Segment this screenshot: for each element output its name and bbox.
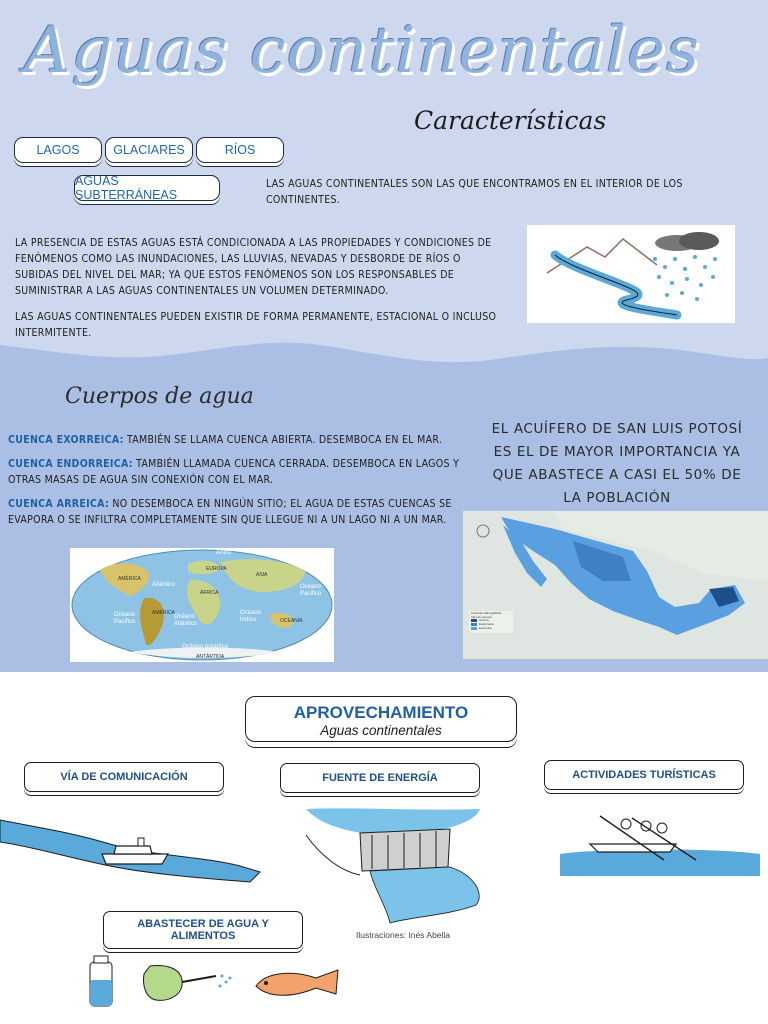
mountain-rain-icon — [527, 225, 735, 323]
rain-mountain-illustration — [527, 225, 735, 323]
world-label: Océano Antártico — [182, 644, 229, 650]
water-food-icons — [86, 950, 356, 1010]
tag-lagos: LAGOS — [14, 137, 102, 163]
basin-desc: NO DESEMBOCA EN NINGÚN SITIO; EL AGUA DE ESTAS CUENCAS SE EVAPORA O SE INFILTRA COMPLETAMENTE SIN QUE LLEGUE NI A UN LAGO NI A UN MAR. — [8, 498, 452, 526]
tag-aguas-subterraneas: AGUAS SUBTERRÁNEAS — [74, 175, 220, 201]
world-label: ANTÁRTIDA — [196, 654, 225, 660]
basin-desc: TAMBIÉN LLAMADA CUENCA CERRADA. DESEMBOCA EN LAGOS Y OTRAS MASAS DE AGUA SIN CONEXIÓN CON EL MAR. — [8, 458, 460, 486]
world-label: Ártico — [216, 550, 232, 556]
world-label: Atlántico — [152, 582, 176, 588]
section-subtitle: Aguas continentales — [320, 723, 442, 738]
world-label: AMÉRICA — [118, 576, 141, 582]
map-legend-item: Arreica — [479, 618, 489, 622]
use-abastecer: ABASTECER DE AGUA Y ALIMENTOS — [103, 911, 303, 949]
map-legend-title: Cuencas Hidrográficas — [471, 611, 502, 615]
tag-rios: RÍOS — [196, 137, 284, 163]
aquifer-text: EL ACUÍFERO DE SAN LUIS POTOSÍ ES EL DE MAYOR IMPORTANCIA YA QUE ABASTECE A CASI EL 50% DE LA POBLACIÓN — [491, 421, 743, 506]
bodies-of-water-title: Cuerpos de agua — [65, 384, 254, 409]
paragraph-presence: LA PRESENCIA DE ESTAS AGUAS ESTÁ CONDICIONADA A LAS PROPIEDADES Y CONDICIONES DE FENÓMENOS COMO LAS INUNDACIONES, LAS LLUVIAS, NEVADAS Y DESBORDE DE RÍOS O SUBIDAS DEL NIVEL DEL MAR; YA QUE ESTOS FENÓMENOS SON LOS RESPONSABLES DE SUMINISTRAR A LAS AGUAS CONTINENTALES UN VOLUMEN DETERMINADO. — [15, 237, 492, 297]
world-label: Océano Índico — [240, 610, 262, 623]
page-subtitle: Características — [414, 106, 607, 135]
use-fuente-energia: FUENTE DE ENERGÍA — [280, 763, 480, 793]
section-title: APROVECHAMIENTO — [293, 703, 469, 722]
basin-term: CUENCA EXORREICA: — [8, 434, 124, 446]
basin-exorreica — [8, 432, 463, 448]
basin-arreica — [8, 496, 463, 528]
basin-endorreica — [8, 456, 463, 488]
page-title: Aguas continentales — [24, 14, 700, 88]
map-legend-subtitle: Tipo de cuenca — [471, 615, 492, 619]
world-label: ÁFRICA — [200, 590, 219, 596]
use-via-comunicacion: VÍA DE COMUNICACIÓN — [24, 762, 224, 792]
world-label: AMÉRICA — [152, 610, 175, 616]
tag-glaciares: GLACIARES — [105, 137, 193, 163]
basin-term: CUENCA ARREICA: — [8, 498, 110, 510]
use-actividades-turisticas: ACTIVIDADES TURÍSTICAS — [544, 760, 744, 790]
world-label: EUROPA — [206, 566, 227, 572]
world-label: Océano Pacífico — [300, 584, 322, 597]
kayak-tourism-icon — [560, 810, 760, 880]
mexico-map-icon — [463, 511, 768, 659]
mexico-basins-map — [463, 511, 768, 659]
basin-desc: TAMBIÉN SE LLAMA CUENCA ABIERTA. DESEMBOCA EN EL MAR. — [123, 434, 443, 446]
aprovechamiento-banner — [245, 696, 517, 742]
intro-text: LAS AGUAS CONTINENTALES SON LAS QUE ENCONTRAMOS EN EL INTERIOR DE LOS CONTINENTES. — [266, 178, 683, 206]
dam-energy-icon — [300, 805, 495, 925]
illustration-credit: Ilustraciones: Inés Abella — [356, 930, 451, 940]
paragraph-permanence: LAS AGUAS CONTINENTALES PUEDEN EXISTIR DE FORMA PERMANENTE, ESTACIONAL O INCLUSO INTERMITENTE. — [15, 311, 497, 339]
world-label: Océano Pacífico — [114, 612, 136, 625]
map-legend-item: Endorreica — [479, 622, 494, 626]
river-boat-icon — [0, 810, 270, 890]
world-label: Océano Atlántico — [174, 614, 198, 627]
world-map — [70, 548, 334, 662]
world-label: OCEANÍA — [280, 618, 303, 624]
map-legend-item: Exorreica — [479, 626, 492, 630]
basin-term: CUENCA ENDORREICA: — [8, 458, 133, 470]
world-label: ASIA — [256, 572, 268, 578]
